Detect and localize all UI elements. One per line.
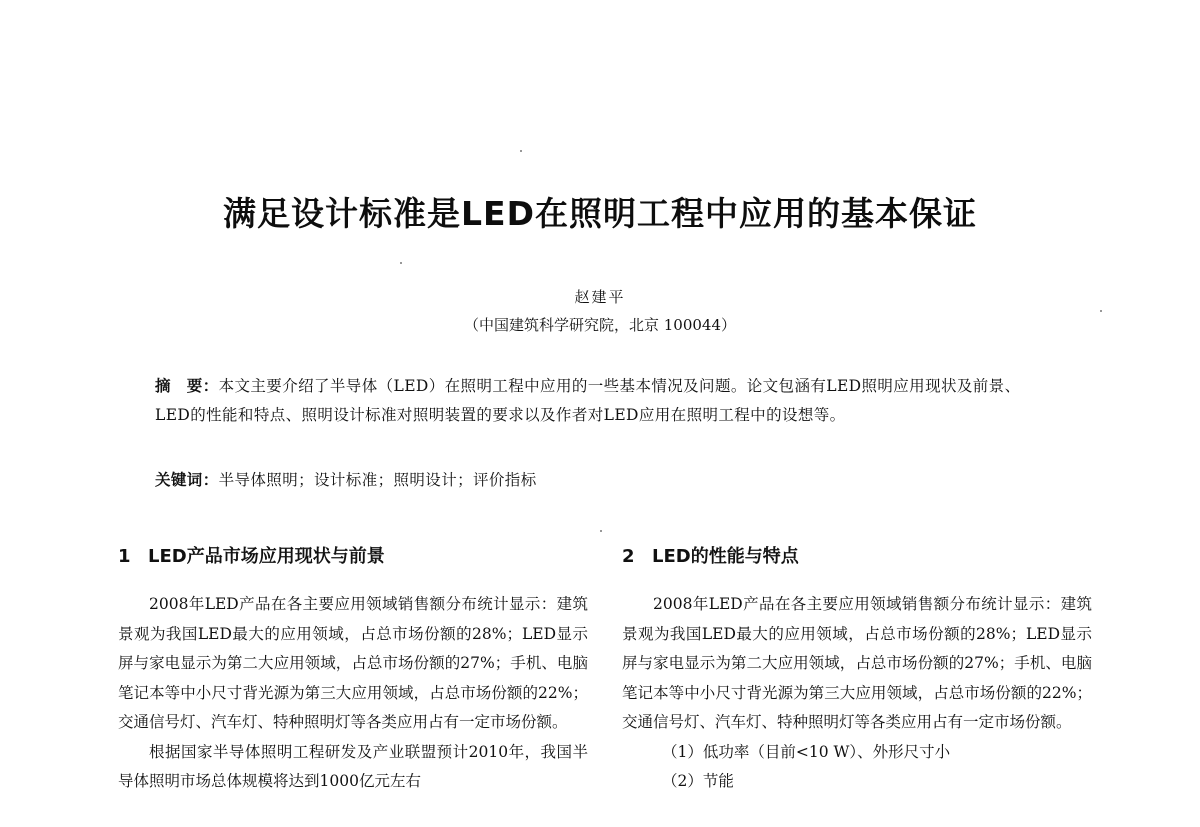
section-2-heading (622, 544, 1092, 570)
section-2-title: LED的性能与特点 (652, 546, 799, 567)
scan-speck (600, 530, 602, 532)
abstract-label: 摘 要： (155, 377, 219, 395)
scan-speck (1100, 310, 1102, 312)
keywords (155, 466, 1055, 495)
abstract (155, 372, 1055, 430)
section-1-number: 1 (118, 546, 131, 567)
author-name: 赵建平 (574, 288, 626, 306)
keywords-label: 关键词： (155, 471, 219, 489)
right-column (622, 544, 1092, 797)
section-2-number: 2 (622, 546, 635, 567)
section-1-paragraph: 2008年LED产品在各主要应用领域销售额分布统计显示：建筑景观为我国LED最大的应用领域，占总市场份额的28%；LED显示屏与家电显示为第二大应用领域，占总市场份额的27%；手机、电脑笔记本等中小尺寸背光源为第三大应用领域，占总市场份额的22%；交通信号灯、汽车灯、特种照明灯等各类应用占有一定市场份额。 (118, 595, 588, 731)
list-item: （2）节能 (662, 772, 734, 790)
paper-title: 满足设计标准是LED在照明工程中应用的基本保证 (223, 194, 977, 233)
keywords-text: 半导体照明；设计标准；照明设计；评价指标 (218, 471, 537, 489)
section-1-title: LED产品市场应用现状与前景 (148, 546, 385, 567)
abstract-text: 本文主要介绍了半导体（LED）在照明工程中应用的一些基本情况及问题。论文包涵有LED照明应用现状及前景、LED的性能和特点、照明设计标准对照明装置的要求以及作者对LED应用在照明工程中的设想等。 (155, 377, 1021, 424)
section-2-paragraph: 2008年LED产品在各主要应用领域销售额分布统计显示：建筑景观为我国LED最大的应用领域，占总市场份额的28%；LED显示屏与家电显示为第二大应用领域，占总市场份额的27%；手机、电脑笔记本等中小尺寸背光源为第三大应用领域，占总市场份额的22%；交通信号灯、汽车灯、特种照明灯等各类应用占有一定市场份额。 (622, 595, 1092, 731)
section-1-paragraph: 根据国家半导体照明工程研发及产业联盟预计2010年，我国半导体照明市场总体规模将达到1000亿元左右 (118, 742, 588, 790)
author-affiliation: （中国建筑科学研究院，北京 100044） (463, 316, 737, 334)
list-item: （1）低功率（目前<10 W）、外形尺寸小 (662, 742, 951, 761)
scan-speck (400, 262, 402, 264)
left-column (118, 544, 588, 797)
scan-speck (520, 150, 522, 152)
section-1-heading (118, 544, 588, 570)
